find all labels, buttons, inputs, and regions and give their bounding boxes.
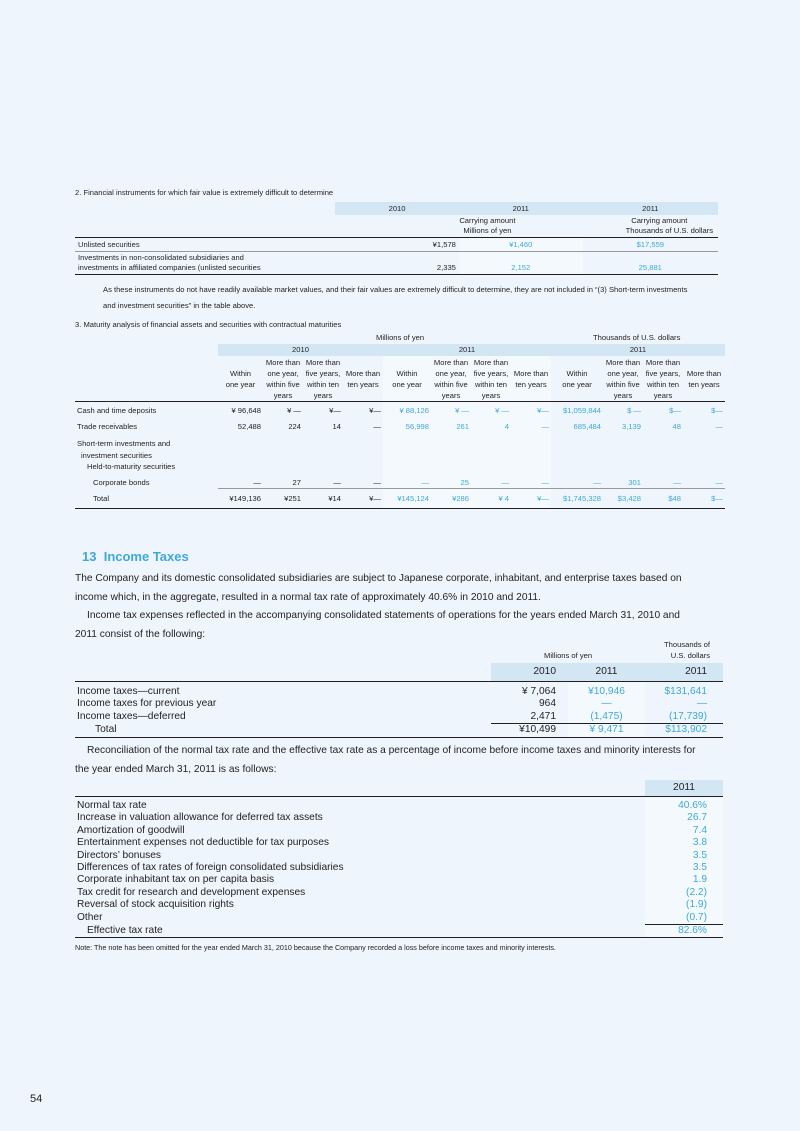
- cell-2011: ¥10,946: [568, 682, 645, 699]
- cell-value: [643, 461, 683, 473]
- cell-value: ¥145,124: [383, 489, 431, 509]
- col-head-line: years: [441, 390, 461, 400]
- row-label: Total: [95, 723, 117, 735]
- cell-2011: 2,152: [459, 252, 583, 275]
- col-head-line: ten years: [688, 379, 720, 389]
- col-year: 2011: [595, 666, 618, 677]
- section-2-title: 2. Financial instruments for which fair value is extremely difficult to determine: [75, 188, 334, 197]
- table-row: [75, 238, 718, 252]
- cell-value: [683, 461, 725, 473]
- cell-value: [263, 450, 303, 462]
- col-head-line: [553, 357, 601, 368]
- row-label: Trade receivables: [77, 422, 138, 431]
- cell-2010: 2,471: [491, 711, 568, 724]
- col-head-line: [513, 357, 549, 368]
- table-row: [75, 711, 723, 724]
- table-row: [75, 812, 723, 824]
- cell-2010: 964: [539, 698, 556, 710]
- cell-value: —: [218, 473, 263, 489]
- col-head: [643, 356, 683, 402]
- table-row: [75, 862, 723, 874]
- cell-value: $—: [669, 405, 681, 415]
- cell-value: —: [683, 473, 725, 489]
- cell-rate: 3.5: [645, 850, 723, 862]
- cell-value: [303, 438, 343, 450]
- cell-value: —: [373, 422, 381, 431]
- cell-value: 301: [603, 473, 643, 489]
- table-row: [75, 899, 723, 911]
- section-number: 13: [82, 549, 97, 564]
- cell-value: $48: [668, 494, 681, 503]
- cell-value: [263, 438, 303, 450]
- cell-rate: 1.9: [645, 874, 723, 886]
- cell-value: 27: [263, 473, 303, 489]
- col-head: [383, 356, 431, 402]
- table-row: [75, 850, 723, 862]
- cell-value: [431, 438, 471, 450]
- maturity-table: [75, 344, 725, 509]
- cell-value: ¥286: [431, 489, 471, 509]
- cell-value: —: [303, 473, 343, 489]
- row-label: Investments in non-consolidated subsidiaries and: [78, 253, 244, 262]
- col-head-line: More than: [513, 368, 549, 378]
- col-head-line: one year: [392, 379, 422, 389]
- cell-value: —: [551, 473, 603, 489]
- reconciliation-table: [75, 780, 723, 938]
- cell-rate: 82.6%: [645, 925, 723, 938]
- section-heading: [82, 549, 189, 564]
- cell-value: ¥ 4: [471, 489, 511, 509]
- cell-value: [303, 450, 343, 462]
- cell-usd: $113,902: [665, 724, 707, 736]
- cell-value: —: [343, 473, 383, 489]
- col-head-line: within ten: [306, 379, 340, 389]
- table-row: [75, 797, 723, 813]
- cell-value: ¥—: [511, 401, 551, 416]
- table-row: [75, 825, 723, 837]
- income-tax-table: [75, 663, 723, 738]
- cell-value: ¥—: [369, 494, 381, 503]
- cell-value: ¥ —: [431, 401, 471, 416]
- cell-value: [218, 438, 263, 450]
- cell-rate: (1.9): [645, 899, 723, 911]
- table-row: [75, 450, 725, 462]
- table-row: [75, 438, 725, 450]
- cell-value: [471, 438, 511, 450]
- cell-value: ¥ 88,126: [383, 401, 431, 416]
- table-row: [75, 925, 723, 938]
- cell-value: $1,059,844: [562, 405, 601, 415]
- col-head-line: within five: [266, 379, 300, 389]
- cell-value: ¥—: [369, 405, 381, 415]
- cell-value: —: [383, 473, 431, 489]
- cell-value: [603, 450, 643, 462]
- cell-value: [343, 450, 383, 462]
- row-label: Amortization of goodwill: [77, 824, 185, 836]
- cell-value: 261: [431, 416, 471, 438]
- cell-usd: $131,641: [664, 686, 707, 697]
- col-year: 2011: [673, 782, 695, 793]
- col-head: [551, 356, 603, 402]
- cell-value: [343, 438, 383, 450]
- col-head: [683, 356, 725, 402]
- col-head-line: years: [653, 390, 673, 400]
- col-year: 2011: [583, 202, 718, 215]
- col-head-line: five years,: [305, 368, 341, 378]
- cell-value: [551, 450, 603, 462]
- row-label: Total: [93, 493, 110, 503]
- cell-usd: $17,559: [636, 240, 665, 249]
- col-head-line: [385, 357, 429, 368]
- cell-value: [431, 461, 471, 473]
- cell-value: 685,484: [573, 422, 601, 431]
- cell-value: —: [643, 473, 683, 489]
- col-year: 2010: [335, 202, 459, 215]
- col-head-line: More than: [686, 368, 722, 378]
- col-head-line: [220, 357, 261, 368]
- cell-value: $ —: [627, 405, 641, 415]
- table-row: [75, 401, 725, 416]
- col-head-line: one year: [225, 379, 256, 389]
- col-head: [263, 356, 303, 402]
- col-head-line: ten years: [347, 379, 379, 389]
- row-label: Corporate inhabitant tax on per capita basis: [77, 874, 275, 886]
- unit-label: Millions of yen: [463, 226, 512, 235]
- cell-value: [643, 438, 683, 450]
- cell-value: 3,139: [621, 422, 641, 431]
- col-head-line: years: [273, 390, 293, 400]
- col-head: [471, 356, 511, 402]
- cell-rate: 7.4: [645, 825, 723, 837]
- cell-value: 56,998: [383, 416, 431, 438]
- col-head-line: [345, 357, 381, 368]
- unit-yen: Millions of yen: [544, 651, 593, 660]
- cell-value: ¥14: [328, 494, 341, 503]
- row-label: investment securities: [81, 450, 152, 460]
- col-head-line: Within: [396, 368, 418, 378]
- col-head-line: ten years: [515, 379, 547, 389]
- row-label: Income taxes—deferred: [77, 711, 186, 723]
- cell-rate: 3.8: [645, 837, 723, 849]
- row-label: Unlisted securities: [78, 240, 140, 249]
- unit-yen: Millions of yen: [376, 333, 425, 342]
- cell-rate: (0.7): [645, 912, 723, 925]
- row-label: Effective tax rate: [87, 924, 163, 936]
- col-head-line: one year,: [607, 368, 639, 378]
- row-label: Tax credit for research and development expenses: [77, 886, 306, 898]
- col-head-line: one year,: [267, 368, 299, 378]
- cell-value: ¥ —: [287, 405, 301, 415]
- cell-value: 25: [431, 473, 471, 489]
- cell-value: —: [511, 416, 551, 438]
- col-head-line: More than: [473, 357, 509, 367]
- note-line: and investment securities” in the table above.: [103, 301, 256, 310]
- row-label: Directors’ bonuses: [77, 849, 161, 861]
- cell-value: [263, 461, 303, 473]
- col-head: [303, 356, 343, 402]
- cell-value: 4: [471, 416, 511, 438]
- cell-value: [511, 438, 551, 450]
- cell-value: [383, 450, 431, 462]
- col-head: [511, 356, 551, 402]
- cell-value: [343, 461, 383, 473]
- cell-value: ¥251: [284, 494, 301, 503]
- row-label: Normal tax rate: [77, 800, 147, 811]
- col-head-line: one year,: [435, 368, 467, 378]
- row-label: Differences of tax rates of foreign consolidated subsidiaries: [77, 862, 344, 874]
- col-head-line: years: [313, 390, 333, 400]
- table-row: [75, 489, 725, 509]
- section-3-title: 3. Maturity analysis of financial assets and securities with contractual maturities: [75, 320, 342, 329]
- cell-value: [303, 461, 343, 473]
- col-head-line: years: [481, 390, 501, 400]
- reconciliation-paragraph: Reconciliation of the normal tax rate and the effective tax rate as a percentage of income before income taxes and minority interests for the year ended March 31, 2011 is as follows:: [75, 745, 696, 775]
- cell-value: ¥—: [511, 489, 551, 509]
- table-row: [75, 461, 725, 473]
- unit-usd: Thousands of U.S. dollars: [593, 333, 681, 342]
- table-row: [75, 416, 725, 438]
- table-row: [75, 682, 723, 699]
- cell-value: [511, 461, 551, 473]
- col-head-line: one year: [562, 379, 592, 389]
- col-year: 2010: [218, 344, 383, 356]
- cell-usd: (17,739): [645, 711, 723, 724]
- cell-value: [551, 438, 603, 450]
- row-label: Income taxes for previous year: [77, 698, 217, 710]
- cell-rate: 40.6%: [645, 797, 723, 813]
- cell-2011: ¥1,460: [459, 238, 583, 252]
- cell-value: [683, 450, 725, 462]
- row-label: Corporate bonds: [93, 477, 150, 487]
- cell-value: —: [511, 473, 551, 489]
- col-head: [431, 356, 471, 402]
- cell-2011: —: [568, 698, 645, 710]
- row-label: Short-term investments and: [77, 439, 171, 448]
- row-label: Held-to-maturity securities: [87, 462, 176, 471]
- cell-value: ¥ —: [471, 401, 511, 416]
- unit-label: Thousands of U.S. dollars: [625, 226, 713, 235]
- col-head-line: More than: [433, 357, 469, 367]
- cell-2011: ¥ 9,471: [568, 724, 645, 737]
- col-head-line: More than: [265, 357, 301, 367]
- cell-value: —: [715, 422, 723, 431]
- row-label: Cash and time deposits: [77, 405, 157, 415]
- section-2-note: [103, 282, 687, 314]
- cell-value: [471, 461, 511, 473]
- table-row: [75, 887, 723, 899]
- cell-value: ¥—: [329, 405, 341, 415]
- cell-value: 48: [672, 422, 681, 431]
- cell-usd: 25,881: [638, 263, 662, 272]
- col-head-line: More than: [605, 357, 641, 367]
- unit-label: Carrying amount: [631, 216, 688, 225]
- note-line: As these instruments do not have readily available market values, and their fair values are extremely difficult to determine, they are not included in “(3) Short-term investments: [103, 285, 688, 294]
- col-year: 2011: [383, 344, 551, 356]
- cell-rate: 3.5: [645, 862, 723, 874]
- table-row: [75, 724, 723, 737]
- row-label: Other: [77, 911, 103, 923]
- cell-value: [683, 438, 725, 450]
- cell-value: [218, 461, 263, 473]
- col-head-line: within ten: [646, 379, 680, 389]
- cell-2011: (1,475): [568, 711, 645, 724]
- fair-value-difficult-table: [75, 202, 718, 275]
- col-head-line: [685, 357, 723, 368]
- cell-value: [471, 450, 511, 462]
- col-head-line: within five: [434, 379, 468, 389]
- table-row: [75, 912, 723, 925]
- cell-value: [218, 450, 263, 462]
- cell-usd: —: [696, 698, 707, 710]
- cell-value: $1,745,328: [562, 494, 601, 503]
- cell-value: $—: [711, 494, 723, 503]
- row-label: Entertainment expenses not deductible for tax purposes: [77, 837, 330, 849]
- cell-value: [383, 438, 431, 450]
- col-head-line: five years,: [473, 368, 509, 378]
- col-year: 2011: [459, 202, 583, 215]
- cell-value: [383, 461, 431, 473]
- col-head-line: More than: [305, 357, 341, 367]
- cell-value: [643, 450, 683, 462]
- cell-value: —: [471, 473, 511, 489]
- col-year: 2011: [551, 344, 725, 356]
- col-head-line: within five: [606, 379, 640, 389]
- table-row: [75, 698, 723, 710]
- footnote: Note: The note has been omitted for the year ended March 31, 2010 because the Company recorded a loss before income taxes and minority interests.: [75, 943, 556, 952]
- table-row: [75, 473, 725, 489]
- cell-2010: ¥10,499: [519, 724, 556, 736]
- cell-value: [603, 461, 643, 473]
- table-row: [75, 837, 723, 849]
- cell-value: [603, 438, 643, 450]
- cell-value: $3,428: [617, 494, 641, 503]
- col-head: [343, 356, 383, 402]
- page-number: 54: [30, 1093, 43, 1105]
- row-label: investments in affiliated companies (unlisted securities: [78, 263, 261, 272]
- col-head-line: Within: [229, 368, 252, 378]
- table-row: [75, 874, 723, 886]
- header-spacer: [75, 356, 218, 402]
- cell-value: 52,488: [237, 422, 261, 431]
- col-head-line: More than: [345, 368, 381, 378]
- cell-value: ¥ 96,648: [231, 405, 261, 415]
- row-label: Income taxes—current: [77, 686, 180, 697]
- col-head-line: Within: [566, 368, 588, 378]
- row-label: Reversal of stock acquisition rights: [77, 899, 234, 911]
- cell-2010: 2,335: [436, 263, 456, 272]
- cell-value: 14: [332, 422, 341, 431]
- cell-2010: ¥ 7,064: [522, 686, 556, 697]
- section-title: Income Taxes: [103, 549, 189, 564]
- col-head-line: More than: [645, 357, 681, 367]
- cell-value: ¥149,136: [229, 494, 261, 503]
- cell-value: [431, 450, 471, 462]
- col-head: [603, 356, 643, 402]
- cell-value: 224: [288, 422, 301, 431]
- cell-rate: (2.2): [645, 887, 723, 899]
- unit-label: Carrying amount: [459, 216, 516, 225]
- col-head-line: within ten: [474, 379, 508, 389]
- cell-value: $—: [711, 405, 723, 415]
- col-head: [218, 356, 263, 402]
- row-label: Increase in valuation allowance for deferred tax assets: [77, 812, 323, 824]
- col-head-line: years: [613, 390, 633, 400]
- col-head-line: five years,: [645, 368, 681, 378]
- cell-2010: ¥1,578: [432, 240, 456, 249]
- col-year: 2010: [533, 666, 556, 677]
- col-year: 2011: [685, 666, 707, 677]
- cell-value: [551, 461, 603, 473]
- cell-rate: 26.7: [645, 812, 723, 824]
- income-tax-paragraph: The Company and its domestic consolidated subsidiaries are subject to Japanese corporate, inhabitant, and enterprise taxes based on income which, in the aggregate, resulted in a normal tax rate of approximately 40.6% in 2010 and 2011. Income tax expenses reflected in the accompanying consolidated statements of operations for the years ended March 31, 2010 and 2011 consist of the following:: [75, 573, 682, 640]
- unit-usd: Thousands of U.S. dollars: [663, 640, 710, 660]
- table-row: [75, 252, 718, 275]
- cell-value: [511, 450, 551, 462]
